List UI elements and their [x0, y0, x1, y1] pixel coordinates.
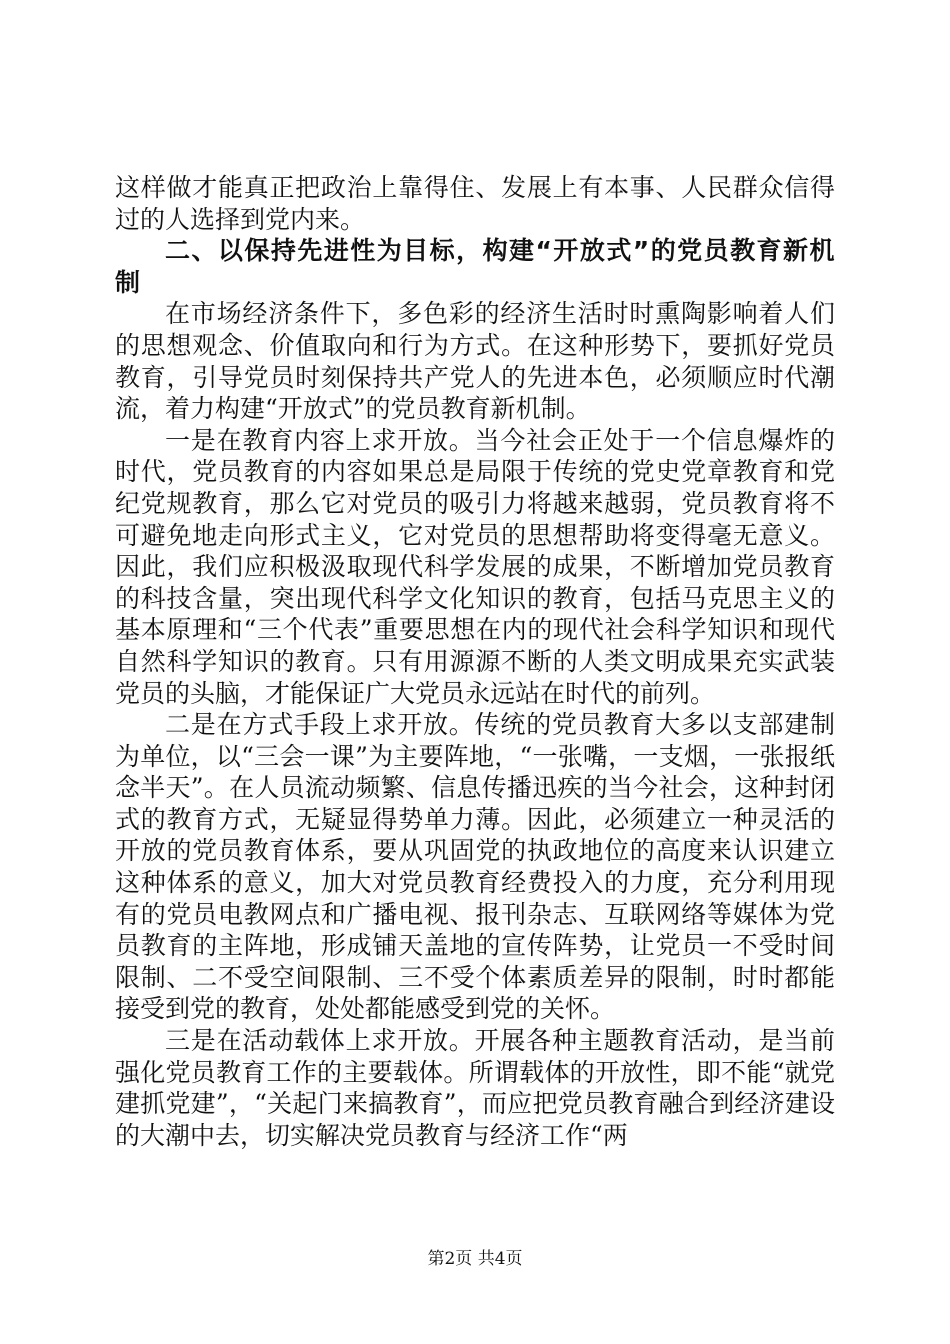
paragraph-continuation: 这样做才能真正把政治上靠得住、发展上有本事、人民群众信得过的人选择到党内来。 [115, 173, 835, 234]
section-heading: 二、以保持先进性为目标，构建“开放式”的党员教育新机制 [115, 236, 835, 297]
paragraph-point-three: 三是在活动载体上求开放。开展各种主题教育活动，是当前强化党员教育工作的主要载体。所谓载体的开放性，即不能“就党建抓党建”，“关起门来搞教育”，而应把党员教育融合到经济建设的大潮中去，切实解决党员教育与经济工作“两 [115, 1026, 835, 1150]
paragraph-intro: 在市场经济条件下，多色彩的经济生活时时熏陶影响着人们的思想观念、价值取向和行为方式。在这种形势下，要抓好党员教育，引导党员时刻保持共产党人的先进本色，必须顺应时代潮流，着力构建“开放式”的党员教育新机制。 [115, 299, 835, 424]
paragraph-point-one: 一是在教育内容上求开放。当今社会正处于一个信息爆炸的时代，党员教育的内容如果总是局限于传统的党史党章教育和党纪党规教育，那么它对党员的吸引力将越来越弱，党员教育将不可避免地走向形式主义，它对党员的思想帮助将变得毫无意义。因此，我们应积极汲取现代科学发展的成果，不断增加党员教育的科技含量，突出现代科学文化知识的教育，包括马克思主义的基本原理和“三个代表”重要思想在内的现代社会科学知识和现代自然科学知识的教育。只有用源源不断的人类文明成果充实武装党员的头脑，才能保证广大党员永远站在时代的前列。 [115, 425, 835, 708]
document-body [115, 172, 835, 1151]
page-number-footer: 第2页 共4页 [427, 1249, 523, 1269]
paragraph-point-two: 二是在方式手段上求开放。传统的党员教育大多以支部建制为单位，以“三会一课”为主要阵地，“一张嘴，一支烟，一张报纸念半天”。在人员流动频繁、信息传播迅疾的当今社会，这种封闭式的教育方式，无疑显得势单力薄。因此，必须建立一种灵活的开放的党员教育体系，要从巩固党的执政地位的高度来认识建立这种体系的意义，加大对党员教育经费投入的力度，充分利用现有的党员电教网点和广播电视、报刊杂志、互联网络等媒体为党员教育的主阵地，形成铺天盖地的宣传阵势，让党员一不受时间限制、二不受空间限制、三不受个体素质差异的限制，时时都能接受到党的教育，处处都能感受到党的关怀。 [115, 710, 835, 1024]
